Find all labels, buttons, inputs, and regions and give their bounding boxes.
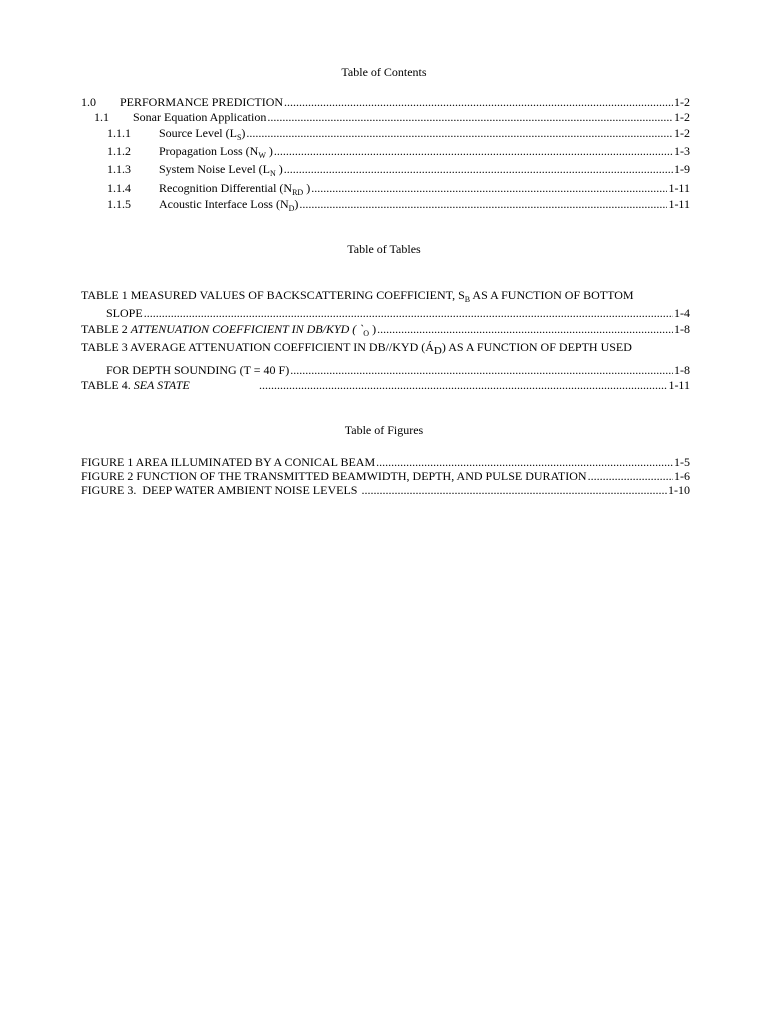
dot-leader (259, 378, 667, 393)
table-entry-title: TABLE 2 ATTENUATION COEFFICIENT IN DB/KYD ( $`_O$ ) (81, 322, 377, 338)
table-entry-title: TABLE 4. SEA STATE (81, 378, 190, 392)
toc-entry-1-1-3[interactable] (107, 162, 690, 177)
dot-leader (588, 469, 673, 484)
dot-leader (246, 126, 673, 141)
toc-entry-1-1[interactable] (94, 110, 690, 125)
table-entry-page: 1-8 (674, 322, 690, 336)
table-4-entry[interactable] (81, 378, 690, 393)
toc-entry-title: Sonar Equation Application (133, 110, 267, 124)
toc-entry-title: Source Level $(L_S)$ (159, 126, 246, 142)
dot-leader (284, 95, 673, 110)
toc-entry-page: 1-3 (674, 144, 690, 158)
toc-entry-number: 1.1.5 (107, 197, 131, 211)
figure-entry-title: FIGURE 1 AREA ILLUMINATED BY A CONICAL BEAM (81, 455, 376, 469)
dot-leader (299, 197, 667, 212)
toc-entry-page: 1-11 (668, 197, 690, 211)
table-entry-page: 1-11 (668, 378, 690, 392)
figures-heading: Table of Figures (344, 423, 424, 437)
toc-entry-title: Acoustic Interface Loss $(N_D)$ (159, 197, 299, 213)
figure-3-entry[interactable] (81, 483, 690, 498)
toc-entry-page: 1-2 (674, 126, 690, 140)
dot-leader (144, 306, 673, 321)
toc-entry-page: 1-11 (668, 181, 690, 195)
toc-entry-number: 1.1.1 (107, 126, 131, 140)
toc-entry-number: 1.0 (81, 95, 96, 109)
dot-leader (376, 455, 673, 470)
toc-entry-title: Propagation Loss ($N_W$ ) (159, 144, 273, 160)
toc-entry-number: 1.1.4 (107, 181, 131, 195)
toc-entry-title: PERFORMANCE PREDICTION (120, 95, 284, 109)
dot-leader (311, 181, 667, 196)
toc-entry-1-1-5[interactable] (107, 197, 690, 212)
toc-entry-page: 1-9 (674, 162, 690, 176)
toc-entry-1-1-2[interactable] (107, 144, 690, 159)
figure-entry-page: 1-5 (674, 455, 690, 469)
dot-leader (290, 363, 673, 378)
table-2-entry[interactable] (81, 322, 690, 337)
table-entry-page: 1-8 (674, 363, 690, 377)
toc-entry-title: Recognition Differential ($N_{RD}$ ) (159, 181, 311, 197)
table-entry-page: 1-4 (674, 306, 690, 320)
table-entry-title: SLOPE (106, 306, 143, 320)
dot-leader (377, 322, 673, 337)
table-entry-title: FOR DEPTH SOUNDING (T = 40 F) (106, 363, 290, 377)
tables-heading: Table of Tables (347, 242, 421, 256)
toc-heading: Table of Contents (341, 65, 427, 79)
table-3-entry-line1[interactable]: TABLE 3 AVERAGE ATTENUATION COEFFICIENT IN DB//KYD $(Á_D)$ AS A FUNCTION OF DEPTH USED (81, 340, 632, 357)
toc-entry-1-1-4[interactable] (107, 181, 690, 196)
toc-entry-page: 1-2 (674, 110, 690, 124)
toc-entry-1-1-1[interactable] (107, 126, 690, 141)
toc-entry-page: 1-2 (674, 95, 690, 109)
toc-entry-number: 1.1.3 (107, 162, 131, 176)
figure-entry-page: 1-6 (674, 469, 690, 483)
table-1-entry-line2[interactable] (106, 306, 690, 321)
figure-entry-page: 1-10 (668, 483, 690, 497)
toc-entry-number: 1.1.2 (107, 144, 131, 158)
dot-leader (274, 144, 673, 159)
table-3-entry-line2[interactable] (106, 363, 690, 378)
figure-entry-title: FIGURE 2 FUNCTION OF THE TRANSMITTED BEAMWIDTH, DEPTH, AND PULSE DURATION (81, 469, 587, 483)
dot-leader (284, 162, 673, 177)
toc-entry-number: 1.1 (94, 110, 109, 124)
figure-2-entry[interactable] (81, 469, 690, 484)
toc-entry-title: System Noise Level ($L_N$ ) (159, 162, 283, 178)
figure-1-entry[interactable] (81, 455, 690, 470)
dot-leader (361, 483, 667, 498)
figure-entry-title: FIGURE 3. DEEP WATER AMBIENT NOISE LEVELS (81, 483, 361, 497)
dot-leader (267, 110, 673, 125)
table-1-entry-line1[interactable]: TABLE 1 MEASURED VALUES OF BACKSCATTERING COEFFICIENT, $S_B$ AS A FUNCTION OF BOTTOM (81, 288, 634, 304)
toc-entry-1-0[interactable] (81, 95, 690, 110)
